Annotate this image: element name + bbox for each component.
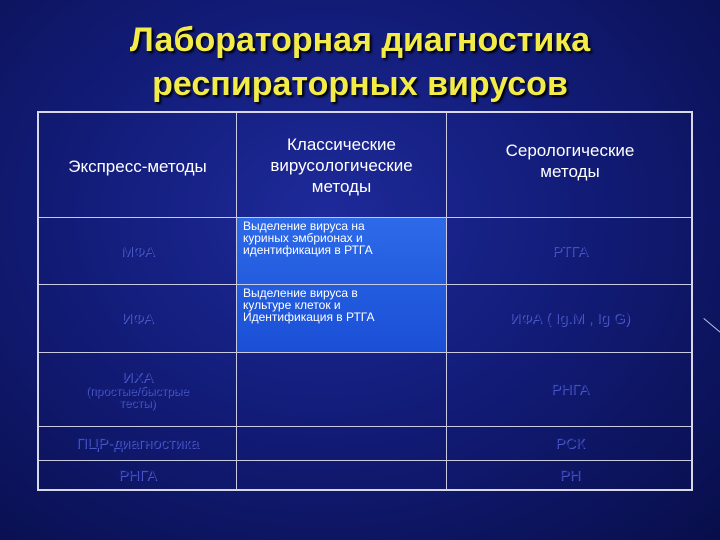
cell-text: ИФА ( Ig.M , Ig G) bbox=[509, 310, 631, 327]
table-cell bbox=[237, 218, 446, 284]
table-cell bbox=[447, 285, 693, 352]
cell-text: РНГА bbox=[551, 381, 589, 398]
cell-text: ИФА bbox=[121, 310, 154, 327]
cell-text: РНГА bbox=[118, 466, 157, 484]
header-serology bbox=[447, 113, 693, 217]
slide-title bbox=[0, 18, 720, 106]
header-express bbox=[39, 113, 236, 217]
table-cell bbox=[447, 218, 693, 284]
cell-line: культуре клеток и bbox=[243, 298, 341, 312]
cell-line: Идентификация в РТГА bbox=[243, 310, 375, 324]
table-cell bbox=[237, 285, 446, 352]
title-line-2: респираторных вирусов bbox=[152, 65, 568, 103]
table-cell bbox=[447, 427, 693, 460]
header-express-label: Экспресс-методы bbox=[68, 156, 207, 176]
table-cell bbox=[447, 461, 693, 489]
header-classic-line: методы bbox=[311, 176, 372, 196]
cell-subtext: тесты) bbox=[119, 395, 156, 410]
title-line-1: Лабораторная диагностика bbox=[129, 21, 591, 59]
table-cell bbox=[39, 427, 236, 460]
table-cell bbox=[39, 218, 236, 284]
cell-line: идентификация в РТГА bbox=[243, 243, 373, 257]
cell-text: РТГА bbox=[552, 242, 588, 260]
header-serology-line: методы bbox=[540, 162, 600, 181]
table-cell bbox=[447, 353, 693, 426]
table-cell bbox=[39, 285, 236, 352]
table-cell bbox=[39, 353, 236, 426]
cell-line: Выделение вируса в bbox=[243, 286, 358, 300]
header-classic bbox=[237, 113, 446, 217]
cell-text: ИХА bbox=[122, 368, 153, 386]
cell-line: куриных эмбрионах и bbox=[243, 231, 363, 245]
cell-text: МФА bbox=[120, 242, 155, 260]
cell-subtext: (простые/быстрые bbox=[86, 383, 189, 398]
header-classic-line: Классические bbox=[287, 134, 396, 154]
header-classic-line: вирусологические bbox=[270, 155, 413, 175]
methods-table bbox=[37, 111, 693, 491]
cell-text: РСК bbox=[555, 435, 585, 452]
header-serology-line: Серологические bbox=[505, 141, 635, 160]
decorative-line bbox=[703, 318, 720, 333]
cell-text: ПЦР-диагностика bbox=[76, 435, 199, 452]
cell-text: РН bbox=[559, 466, 581, 484]
table-cell bbox=[39, 461, 236, 489]
cell-line: Выделение вируса на bbox=[243, 219, 365, 233]
